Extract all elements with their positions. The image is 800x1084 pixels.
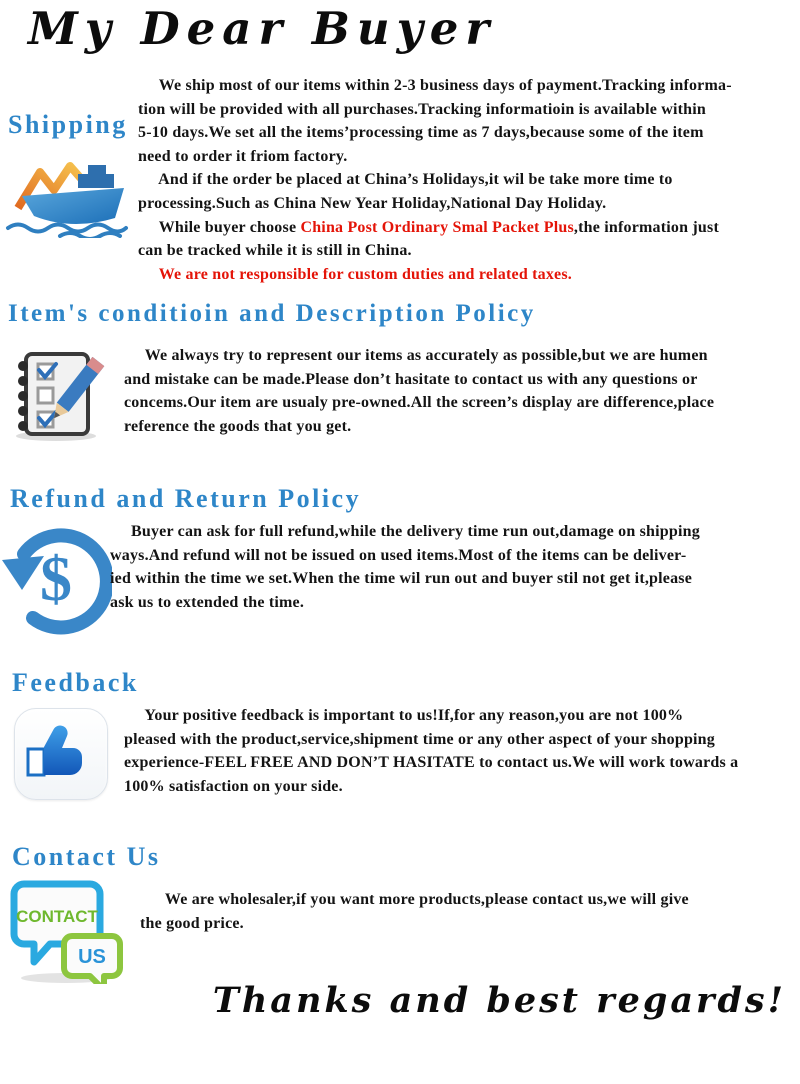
shipping-paragraph [138,74,798,286]
text-line: tion will be provided with all purchases.Tracking informatioin is available within [138,100,707,118]
svg-text:$: $ [40,543,72,614]
condition-heading: Item's conditioin and Description Policy [8,300,536,327]
text-line: We ship most of our items within 2-3 business days of payment.Tracking informa- [138,77,732,94]
page-title: My Dear Buyer [28,2,497,55]
text-line: We are wholesaler,if you want more products,please contact us,we will give [140,891,689,908]
refund-heading: Refund and Return Policy [10,484,362,513]
text-line: concems.Our item are usualy pre-owned.All the screen’s display are difference,place [124,394,715,412]
text-line: need to order it friom factory. [138,147,348,165]
text-line: We are not responsible for custom duties and related taxes. [138,265,572,283]
contact-heading: Contact Us [12,842,161,871]
text-line: While buyer choose China Post Ordinary Smal Packet Plus,the information just [138,218,719,236]
closing-text: Thanks and best regards! [212,980,786,1021]
us-bubble-label: US [78,946,106,968]
text-line: 100% satisfaction on your side. [124,777,343,795]
money-return-icon [0,522,112,641]
text-line: Buyer can ask for full refund,while the delivery time run out,damage on shipping [110,523,700,540]
feedback-heading: Feedback [12,668,139,697]
feedback-paragraph [124,704,796,798]
refund-paragraph [110,520,796,614]
text-line: And if the order be placed at China’s Holidays,it wil be take more time to [138,171,673,189]
checklist-pencil-icon [6,346,106,447]
text-line: Your positive feedback is important to us!If,for any reason,you are not 100% [124,707,684,724]
text-line: ways.And refund will not be issued on used items.Most of the items can be deliver- [110,546,687,564]
text-line: and mistake can be made.Please don’t hasitate to contact us with any questions or [124,370,698,388]
thumbs-up-icon [14,708,108,800]
text-line: the good price. [140,914,244,932]
contact-bubble-label: CONTACT [16,907,98,926]
text-line: processing.Such as China New Year Holiday,National Day Holiday. [138,194,607,212]
ship-icon [2,146,132,243]
text-line: pleased with the product,service,shipment time or any other aspect of your shopping [124,730,715,748]
text-line: ied within the time we set.When the time wil run out and buyer stil not get it,please [110,570,693,588]
contact-paragraph [140,888,790,935]
speech-bubbles-icon [6,874,126,989]
text-line: ask us to extended the time. [110,593,305,611]
condition-paragraph [124,344,796,438]
text-line: can be tracked while it is still in China. [138,242,412,260]
text-line: reference the goods that you get. [124,417,352,435]
shipping-heading: Shipping [8,110,128,139]
text-line: We always try to represent our items as accurately as possible,but we are humen [124,347,708,364]
text-line: 5-10 days.We set all the items’processing time as 7 days,because some of the item [138,124,704,142]
text-line: experience-FEEL FREE AND DON’T HASITATE to contact us.We will work towards a [124,754,739,772]
